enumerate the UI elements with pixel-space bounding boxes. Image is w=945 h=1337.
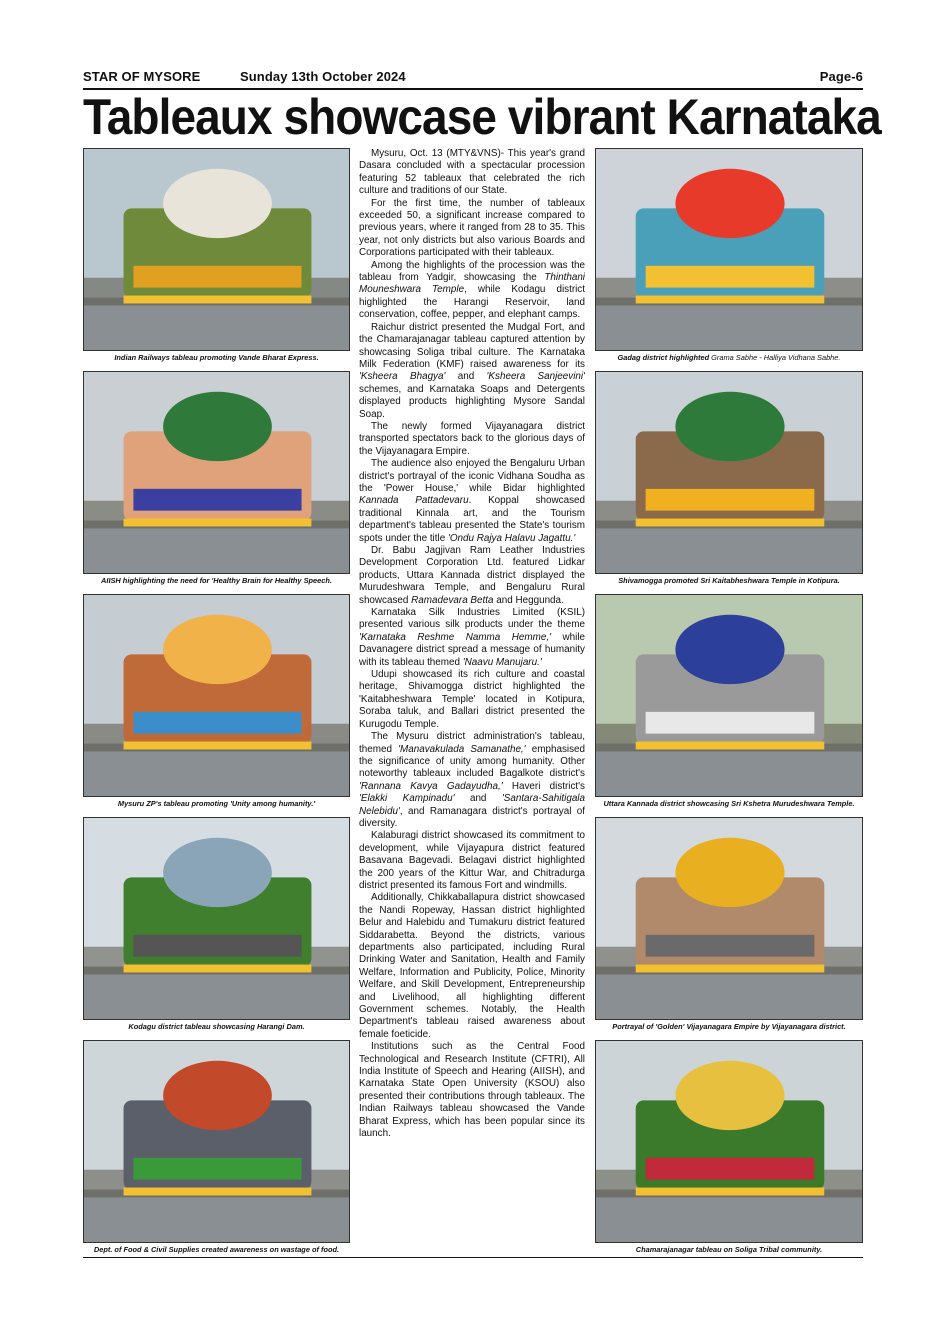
caption-text: Dept. of Food & Civil Supplies created awareness on wastage of food. [93,1245,340,1254]
photo-float-skirt [636,1188,825,1196]
issue-date: Sunday 13th October 2024 [240,69,406,84]
caption-text: AIISH highlighting the need for 'Healthy Brain for Healthy Speech. [101,576,332,585]
caption-text: Mysuru ZP's tableau promoting 'Unity among humanity.' [117,799,316,808]
caption-railways [83,353,350,363]
photo-illustration [596,818,862,1019]
photo-railways-tableau [83,148,350,351]
photo-kodagu-tableau [83,817,350,1020]
photo-food-civil-supplies-tableau [83,1040,350,1243]
newspaper-name: STAR OF MYSORE [83,69,201,84]
photo-float-skirt [124,742,312,750]
photo-illustration [596,149,862,350]
caption-text: Shivamogga promoted Sri Kaitabheshwara Temple in Kotipura. [618,576,840,585]
headline: Tableaux showcase vibrant Karnataka [83,89,881,145]
photo-float-centerpiece [675,392,784,461]
photo-float-banner [646,266,815,288]
photo-illustration [596,595,862,796]
photo-chamarajanagar-tableau [595,1040,863,1243]
caption-text: Chamarajanagar tableau on Soliga Tribal community. [635,1245,823,1254]
article-paragraph: The Mysuru district administration's tableau, themed 'Manavakulada Samanathe,' emphasised the significance of unity among humanity. Other noteworthy tableaux included Bagalkote district's 'Rannana Kavya Gadayudha,' Haveri district's 'Elakki Kampinadu' and 'Santara-Sahitigala Nelebidu', and Ramanagara district's portrayal of diversity. [359,731,585,829]
article-paragraph: The newly formed Vijayanagara district transported spectators back to the glorious days of the Vijayanagara Empire. [359,420,585,457]
photo-uttara-kannada-tableau [595,594,863,797]
photo-float-skirt [124,1188,312,1196]
photo-float-skirt [636,296,825,304]
photo-float-skirt [636,965,825,973]
caption-text: Portrayal of 'Golden' Vijayanagara Empire by Vijayanagara district. [612,1022,846,1031]
caption-uttara-kannada [595,799,863,809]
photo-aiish-tableau [83,371,350,574]
caption-text: Uttara Kannada district showcasing Sri Kshetra Murudeshwara Temple. [603,799,855,808]
caption-aiish [83,576,350,586]
article-paragraph: The audience also enjoyed the Bengaluru Urban district's portrayal of the iconic Vidhana Soudha as the 'Power House,' while Bidar highlighted Kannada Pattadevaru. Koppal showcased traditional Kinnala art, and the Tourism department's tableau presented the State's tourism spots under the title 'Ondu Rajya Halavu Jagattu.' [359,458,585,544]
photo-float-banner [133,266,301,288]
photo-illustration [84,372,349,573]
photo-illustration [84,1041,349,1242]
photo-illustration [596,1041,862,1242]
photo-float-centerpiece [675,838,784,907]
photo-illustration [84,595,349,796]
article-paragraph: Institutions such as the Central Food Technological and Research Institute (CFTRI), All India Institute of Speech and Hearing (AIISH), and Karnataka State Open University (KSOU) also presented their contributions through tableaux. The Indian Railways tableau showcased the Vande Bharat Express, which has been popular since its launch. [359,1041,585,1140]
article-body [359,148,585,1256]
article-paragraph: Dr. Babu Jagjivan Ram Leather Industries Development Corporation Ltd. featured Lidkar products, Uttara Kannada district displayed the Murudeshwara Temple, and Bengaluru Rural showcased Ramadevara Betta and Heggunda. [359,545,585,606]
photo-gadag-tableau [595,148,863,351]
caption-text: Indian Railways tableau promoting [114,353,239,362]
caption-emphasis: Grama Sabhe - Halliya Vidhana Sabhe. [711,353,841,362]
photo-float-banner [133,489,301,511]
photo-float-skirt [124,519,312,527]
photo-float-centerpiece [163,615,272,684]
caption-mysuru-zp [83,799,350,809]
caption-emphasis: Vande Bharat [238,353,286,362]
photo-float-centerpiece [675,169,784,238]
photo-float-banner [646,935,815,957]
photo-float-banner [646,489,815,511]
article-paragraph: Mysuru, Oct. 13 (MTY&VNS)- This year's grand Dasara concluded with a spectacular procession featuring 52 tableaux that celebrated the rich culture and traditions of our State. [359,148,585,197]
photo-float-banner [646,712,815,734]
article-paragraph: Additionally, Chikkaballapura district showcased the Nandi Ropeway, Hassan district highlighted Belur and Halebidu and Tumakuru district featured Siddarabetta. Beyond the districts, various departments also participated, including Rural Drinking Water and Sanitation, Health and Family Welfare, Information and Publicity, Police, Minority Welfare, and Skill Development, Entrepreneurship and Livelihood, all highlighting different Government schemes. Notably, the Health Department's tableau raised awareness about female foeticide. [359,892,585,1040]
caption-kodagu [83,1022,350,1032]
photo-float-banner [133,935,301,957]
photo-float-centerpiece [675,1061,784,1130]
caption-shivamogga [595,576,863,586]
caption-text: Gadag district highlighted [617,353,712,362]
caption-food-civil-supplies [83,1245,350,1255]
article-paragraph: Udupi showcased its rich culture and coastal heritage, Shivamogga district highlighted the 'Kaitabheshwara Temple' located in Kotipura, Soraba taluk, and Ballari district presented the Kurugodu Temple. [359,669,585,730]
photo-illustration [84,149,349,350]
photo-float-skirt [636,519,825,527]
caption-gadag [595,353,863,363]
masthead [83,66,863,88]
photo-float-banner [133,1158,301,1180]
photo-float-centerpiece [163,392,272,461]
photo-float-skirt [124,296,312,304]
article-paragraph: Karnataka Silk Industries Limited (KSIL) presented various silk products under the theme 'Karnataka Reshme Namma Hemme,' while Davanagere district spread a message of humanity with its tableau themed 'Naavu Manujaru.' [359,607,585,668]
caption-vijayanagara [595,1022,863,1032]
photo-shivamogga-tableau [595,371,863,574]
photo-float-centerpiece [675,615,784,684]
caption-chamarajanagar [595,1245,863,1255]
caption-text: Kodagu district tableau showcasing Harangi Dam. [128,1022,305,1031]
article-paragraph: Kalaburagi district showcased its commitment to development, while Vijayapura district featured Basavana Bagevadi. Belagavi district highlighted the 200 years of the Kittur War, and Chitradurga district presented its famous Fort and windmills. [359,830,585,891]
photo-mysuru-zp-tableau [83,594,350,797]
caption-text-end: Express. [285,353,319,362]
photo-float-centerpiece [163,169,272,238]
photo-float-centerpiece [163,838,272,907]
photo-float-banner [133,712,301,734]
article-paragraph: Raichur district presented the Mudgal Fort, and the Chamarajanagar tableau captured attention by showcasing Soliga tribal culture. The Karnataka Milk Federation (KMF) raised awareness for its 'Ksheera Bhagya' and 'Ksheera Sanjeevini' schemes, and Karnataka Soaps and Detergents displayed products highlighting Mysore Sandal Soap. [359,321,585,420]
photo-float-skirt [124,965,312,973]
photo-vijayanagara-tableau [595,817,863,1020]
photo-illustration [84,818,349,1019]
article-paragraph: For the first time, the number of tableaux exceeded 50, a significant increase compared to previous years, where it ranged from 28 to 35. This year, not only districts but also various Boards and Corporations participated with their tableaux. [359,197,585,259]
photo-float-banner [646,1158,815,1180]
photo-float-skirt [636,742,825,750]
article-paragraph: Among the highlights of the procession was the tableau from Yadgir, showcasing the Thinthani Mouneshwara Temple, while Kodagu district highlighted the Harangi Reservoir, land conservation, coffee, pepper, and elephant camps. [359,259,585,321]
photo-float-centerpiece [163,1061,272,1130]
page-number: Page-6 [819,69,863,84]
footer-rule [83,1257,863,1258]
photo-illustration [596,372,862,573]
